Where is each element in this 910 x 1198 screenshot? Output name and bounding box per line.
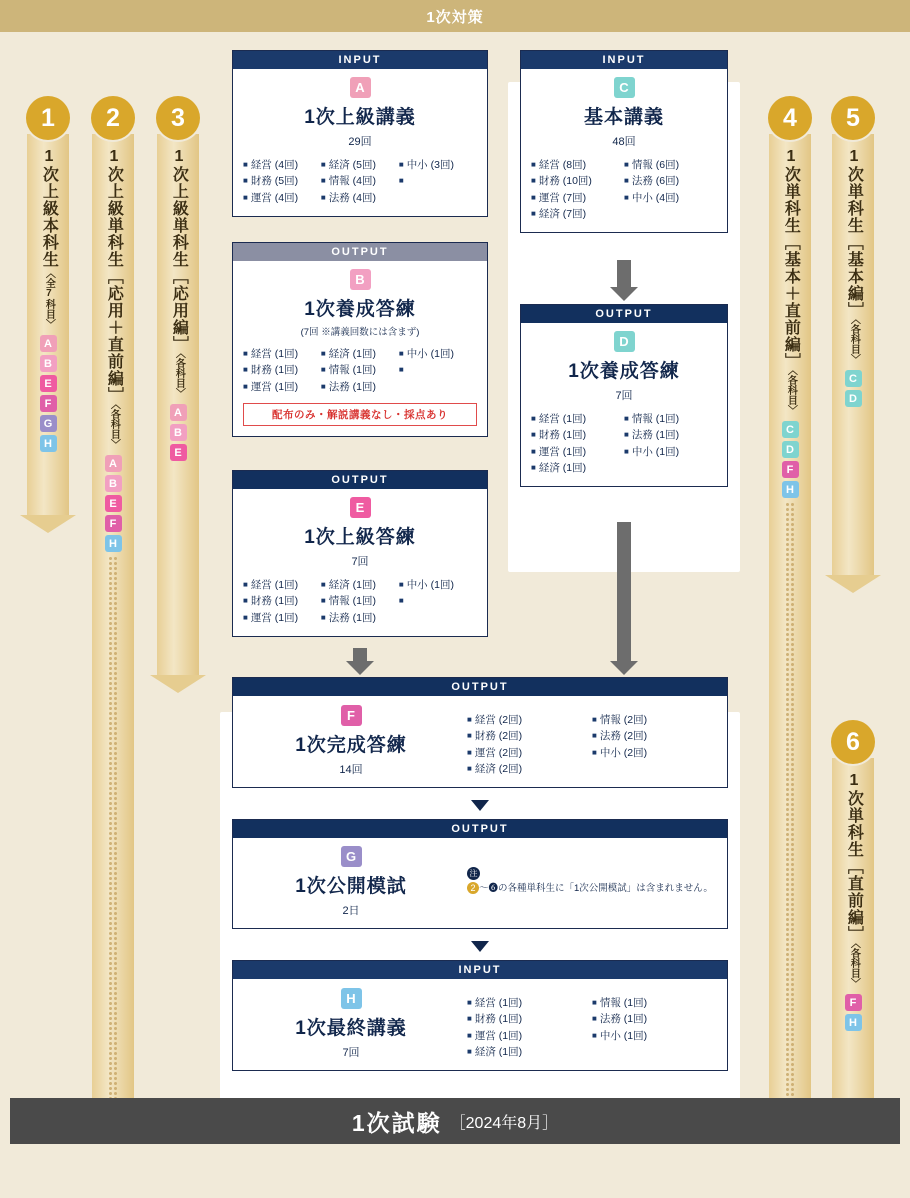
card-title: 1次上級答練 bbox=[304, 527, 416, 548]
chip-a: A bbox=[170, 404, 187, 421]
arrow-g-to-h bbox=[471, 941, 489, 952]
diagram-canvas bbox=[0, 32, 910, 1152]
ribbon-course-3[interactable] bbox=[156, 96, 200, 676]
chip-f: F bbox=[105, 515, 122, 532]
ribbon-number: 1 bbox=[26, 96, 70, 140]
chip-g: G bbox=[40, 415, 57, 432]
ribbon-course-6[interactable] bbox=[831, 720, 875, 1126]
ribbon-number: 3 bbox=[156, 96, 200, 140]
chip-f: F bbox=[782, 461, 799, 478]
card-count: 7回 bbox=[351, 556, 369, 568]
ribbon-number: 6 bbox=[831, 720, 875, 764]
card-advanced-practice[interactable] bbox=[232, 470, 488, 637]
ribbon-body bbox=[769, 134, 811, 1126]
card-subjects: ■ 経営 (8回) ■ 情報 (6回) ■ 財務 (10回) ■ 法務 (6回) ■ 運営 (7回) ■ 中小 (4回) ■ 経済 (7回) bbox=[531, 157, 717, 222]
card-subjects: ■ 経営 (1回) ■ 経済 (1回) ■ 中小 (1回) ■ 財務 (1回) ■ 情報 (1回) ■ ■ 運営 (1回) ■ 法務 (1回) bbox=[243, 346, 477, 395]
arrow-c-to-d bbox=[617, 260, 631, 288]
ribbon-number: 4 bbox=[768, 96, 812, 140]
card-type-label: OUTPUT bbox=[233, 471, 487, 489]
ribbon-body bbox=[832, 134, 874, 576]
card-title: 1次養成答練 bbox=[304, 299, 416, 320]
chip-f: F bbox=[40, 395, 57, 412]
card-advanced-lecture[interactable] bbox=[232, 50, 488, 217]
card-badge-c: C bbox=[614, 77, 635, 98]
card-count: 29回 bbox=[348, 136, 372, 148]
exam-title: 1次試験 bbox=[351, 1109, 442, 1136]
card-title: 1次最終講義 bbox=[295, 1017, 407, 1039]
card-subjects: ■ 経営 (1回) ■ 情報 (1回) ■ 財務 (1回) ■ 法務 (1回) ■ 運営 (1回) ■ 中小 (1回) ■ 経済 (1回) bbox=[467, 995, 717, 1060]
card-type-label: OUTPUT bbox=[233, 243, 487, 261]
card-count: 14回 bbox=[339, 763, 363, 776]
chip-e: E bbox=[170, 444, 187, 461]
ribbon-title: 1次上級単科生［応用＋直前編］〈各科目〉 bbox=[105, 148, 123, 449]
card-public-mock-exam[interactable] bbox=[232, 819, 728, 929]
arrow-d-to-f bbox=[617, 522, 631, 662]
chip-b: B bbox=[170, 424, 187, 441]
chip-h: H bbox=[782, 481, 799, 498]
ribbon-chips bbox=[782, 421, 799, 498]
ribbon-course-5[interactable] bbox=[831, 96, 875, 576]
chip-h: H bbox=[105, 535, 122, 552]
card-type-label: OUTPUT bbox=[233, 678, 727, 696]
note-mark-icon: 注 bbox=[467, 867, 480, 880]
page-title-bar bbox=[0, 0, 910, 32]
ribbon-chips bbox=[105, 455, 122, 552]
ribbon-body bbox=[92, 134, 134, 1126]
chip-f: F bbox=[845, 994, 862, 1011]
card-title: 1次公開模試 bbox=[295, 876, 407, 897]
card-count: 7回 bbox=[342, 1046, 360, 1059]
mock-exam-note bbox=[467, 867, 717, 896]
card-badge-a: A bbox=[350, 77, 371, 98]
card-subjects: ■ 経営 (2回) ■ 情報 (2回) ■ 財務 (2回) ■ 法務 (2回) ■ 運営 (2回) ■ 中小 (2回) ■ 経済 (2回) bbox=[467, 712, 717, 777]
chip-a: A bbox=[105, 455, 122, 472]
card-type-label: OUTPUT bbox=[521, 305, 727, 323]
card-type-label: INPUT bbox=[233, 51, 487, 69]
ribbon-title: 1次上級本科生〈全7科目〉 bbox=[40, 148, 58, 329]
exam-footer-bar bbox=[10, 1098, 900, 1144]
chip-c: C bbox=[845, 370, 862, 387]
ribbon-course-4[interactable] bbox=[768, 96, 812, 1126]
ribbon-title: 1次単科生［基本編］〈各科目〉 bbox=[845, 148, 863, 364]
card-subjects: ■ 経営 (1回) ■ 経済 (1回) ■ 中小 (1回) ■ 財務 (1回) ■ 情報 (1回) ■ ■ 運営 (1回) ■ 法務 (1回) bbox=[243, 577, 477, 626]
chip-e: E bbox=[105, 495, 122, 512]
chip-h: H bbox=[40, 435, 57, 452]
card-title: 基本講義 bbox=[583, 107, 664, 128]
card-badge-e: E bbox=[350, 497, 371, 518]
card-badge-d: D bbox=[614, 331, 635, 352]
ribbon-course-2[interactable] bbox=[91, 96, 135, 1126]
ribbon-dotted-continuation bbox=[785, 502, 795, 1126]
chip-h: H bbox=[845, 1014, 862, 1031]
ribbon-chips bbox=[845, 994, 862, 1031]
card-title: 1次養成答練 bbox=[568, 361, 680, 382]
card-badge-b: B bbox=[350, 269, 371, 290]
ribbon-body bbox=[27, 134, 69, 516]
card-title: 1次完成答練 bbox=[295, 734, 407, 756]
card-basic-training-practice[interactable] bbox=[520, 304, 728, 487]
chip-d: D bbox=[782, 441, 799, 458]
card-type-label: INPUT bbox=[521, 51, 727, 69]
note-number: 2 bbox=[467, 882, 479, 894]
chip-b: B bbox=[40, 355, 57, 372]
arrow-f-to-g bbox=[471, 800, 489, 811]
card-final-lecture[interactable] bbox=[232, 960, 728, 1071]
chip-a: A bbox=[40, 335, 57, 352]
card-type-label: OUTPUT bbox=[233, 820, 727, 838]
card-completion-practice[interactable] bbox=[232, 677, 728, 788]
arrow-e-to-f bbox=[353, 648, 367, 662]
ribbon-chips bbox=[845, 370, 862, 407]
card-title: 1次上級講義 bbox=[304, 107, 416, 128]
card-subjects: ■ 経営 (1回) ■ 情報 (1回) ■ 財務 (1回) ■ 法務 (1回) ■ 運営 (1回) ■ 中小 (1回) ■ 経済 (1回) bbox=[531, 411, 717, 476]
card-count: 7回 bbox=[615, 390, 633, 402]
ribbon-title: 1次単科生［直前編］〈各科目〉 bbox=[845, 772, 863, 988]
chip-b: B bbox=[105, 475, 122, 492]
note-text: 〜❻の各種単科生に「1次公開模試」は含まれません。 bbox=[479, 883, 713, 895]
ribbon-number: 5 bbox=[831, 96, 875, 140]
exam-date: ［2024年8月］ bbox=[449, 1114, 559, 1132]
ribbon-course-1[interactable] bbox=[26, 96, 70, 516]
ribbon-dotted-continuation bbox=[108, 556, 118, 1126]
card-count: (7回 ※講義回数には含まず) bbox=[300, 327, 420, 338]
ribbon-title: 1次上級単科生［応用編］〈各科目〉 bbox=[170, 148, 188, 398]
card-count: 48回 bbox=[612, 136, 636, 148]
card-badge-g: G bbox=[341, 846, 362, 867]
card-type-label: INPUT bbox=[233, 961, 727, 979]
card-notice: 配布のみ・解説講義なし・採点あり bbox=[243, 403, 477, 426]
card-count: 2日 bbox=[342, 905, 360, 917]
page-title: 1次対策 bbox=[426, 8, 484, 26]
ribbon-body bbox=[157, 134, 199, 676]
card-badge-f: F bbox=[341, 705, 362, 726]
ribbon-body bbox=[832, 758, 874, 1126]
card-basic-lecture[interactable] bbox=[520, 50, 728, 233]
chip-e: E bbox=[40, 375, 57, 392]
card-subjects: ■ 経営 (4回) ■ 経済 (5回) ■ 中小 (3回) ■ 財務 (5回) ■ 情報 (4回) ■ ■ 運営 (4回) ■ 法務 (4回) bbox=[243, 157, 477, 206]
chip-c: C bbox=[782, 421, 799, 438]
card-badge-h: H bbox=[341, 988, 362, 1009]
card-training-practice[interactable] bbox=[232, 242, 488, 437]
chip-d: D bbox=[845, 390, 862, 407]
ribbon-number: 2 bbox=[91, 96, 135, 140]
ribbon-chips bbox=[40, 335, 57, 452]
ribbon-title: 1次単科生［基本＋直前編］〈各科目〉 bbox=[782, 148, 800, 415]
ribbon-chips bbox=[170, 404, 187, 461]
